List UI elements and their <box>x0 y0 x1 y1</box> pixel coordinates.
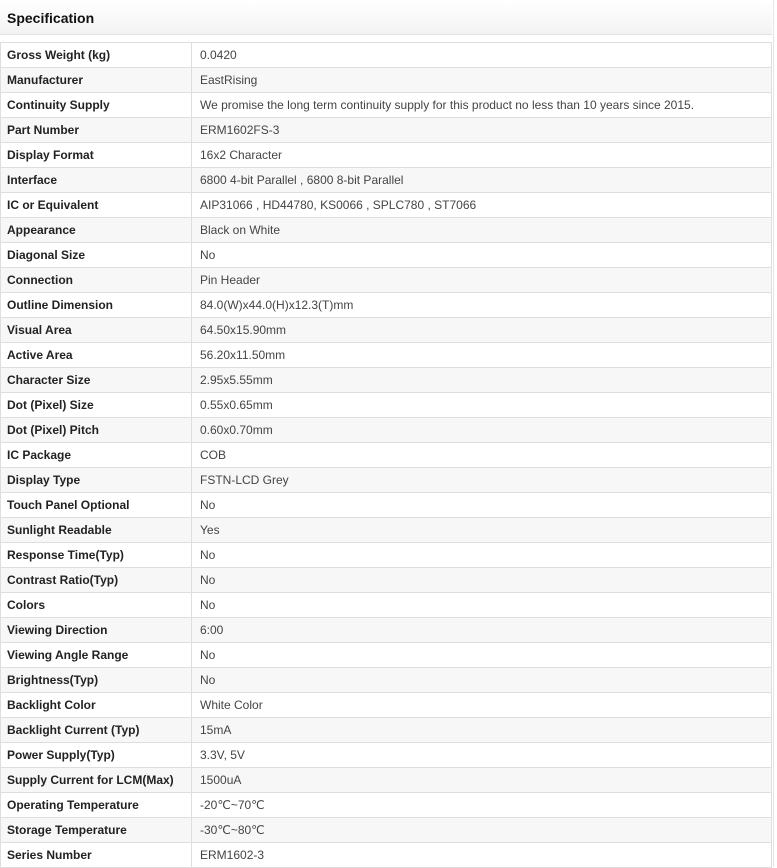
spec-row <box>1 543 772 568</box>
spec-row <box>1 743 772 768</box>
spec-value: Pin Header <box>192 268 772 293</box>
spec-label: Appearance <box>1 218 192 243</box>
spec-label: Gross Weight (kg) <box>1 43 192 68</box>
spec-label: Manufacturer <box>1 68 192 93</box>
spec-row <box>1 843 772 868</box>
spec-label: Character Size <box>1 368 192 393</box>
spec-row <box>1 43 772 68</box>
spec-value: We promise the long term continuity supply for this product no less than 10 years since 2015. <box>192 93 772 118</box>
spec-value: No <box>192 543 772 568</box>
spec-label: Backlight Color <box>1 693 192 718</box>
spec-row <box>1 243 772 268</box>
spec-row <box>1 368 772 393</box>
spec-row <box>1 668 772 693</box>
spec-value: White Color <box>192 693 772 718</box>
spec-value: 15mA <box>192 718 772 743</box>
spec-value: AIP31066 , HD44780, KS0066 , SPLC780 , ST7066 <box>192 193 772 218</box>
spec-row <box>1 443 772 468</box>
spec-value: Black on White <box>192 218 772 243</box>
spec-row <box>1 318 772 343</box>
spec-value: FSTN-LCD Grey <box>192 468 772 493</box>
spec-row <box>1 218 772 243</box>
spec-label: Continuity Supply <box>1 93 192 118</box>
spec-value: 0.55x0.65mm <box>192 393 772 418</box>
spec-row <box>1 493 772 518</box>
spec-value: -30℃~80℃ <box>192 818 772 843</box>
spec-value: 64.50x15.90mm <box>192 318 772 343</box>
spec-label: Series Number <box>1 843 192 868</box>
spec-value: No <box>192 593 772 618</box>
spec-value: 2.95x5.55mm <box>192 368 772 393</box>
spec-value: 84.0(W)x44.0(H)x12.3(T)mm <box>192 293 772 318</box>
spec-row <box>1 393 772 418</box>
right-edge-divider <box>773 0 774 867</box>
spec-label: Contrast Ratio(Typ) <box>1 568 192 593</box>
spec-value: No <box>192 643 772 668</box>
spec-value: 6:00 <box>192 618 772 643</box>
spec-row <box>1 268 772 293</box>
spec-value: 0.60x0.70mm <box>192 418 772 443</box>
spec-label: Operating Temperature <box>1 793 192 818</box>
spec-label: Viewing Direction <box>1 618 192 643</box>
spec-row <box>1 768 772 793</box>
spec-label: Colors <box>1 593 192 618</box>
spec-row <box>1 593 772 618</box>
spec-label: Interface <box>1 168 192 193</box>
spec-row <box>1 118 772 143</box>
specification-table-body <box>1 43 772 868</box>
spec-label: Outline Dimension <box>1 293 192 318</box>
spec-label: Diagonal Size <box>1 243 192 268</box>
spec-label: Viewing Angle Range <box>1 643 192 668</box>
spec-row <box>1 293 772 318</box>
spec-label: Display Type <box>1 468 192 493</box>
spec-label: Connection <box>1 268 192 293</box>
spec-row <box>1 68 772 93</box>
spec-value: 3.3V, 5V <box>192 743 772 768</box>
spec-row <box>1 468 772 493</box>
specification-table <box>0 42 772 868</box>
spec-value: 56.20x11.50mm <box>192 343 772 368</box>
spec-row <box>1 793 772 818</box>
spec-value: ERM1602-3 <box>192 843 772 868</box>
spec-label: IC or Equivalent <box>1 193 192 218</box>
spec-row <box>1 718 772 743</box>
spec-label: Active Area <box>1 343 192 368</box>
spec-label: Display Format <box>1 143 192 168</box>
spec-value: COB <box>192 443 772 468</box>
spec-label: Visual Area <box>1 318 192 343</box>
spec-value: 6800 4-bit Parallel , 6800 8-bit Parallel <box>192 168 772 193</box>
spec-label: Power Supply(Typ) <box>1 743 192 768</box>
spec-value: Yes <box>192 518 772 543</box>
spec-value: No <box>192 493 772 518</box>
spec-value: -20℃~70℃ <box>192 793 772 818</box>
spec-row <box>1 93 772 118</box>
specification-header <box>0 0 772 35</box>
spec-label: Sunlight Readable <box>1 518 192 543</box>
spec-label: Part Number <box>1 118 192 143</box>
spec-row <box>1 693 772 718</box>
spec-label: IC Package <box>1 443 192 468</box>
spec-row <box>1 518 772 543</box>
spec-label: Supply Current for LCM(Max) <box>1 768 192 793</box>
spec-row <box>1 168 772 193</box>
spec-label: Response Time(Typ) <box>1 543 192 568</box>
spec-value: No <box>192 243 772 268</box>
spec-row <box>1 343 772 368</box>
spec-row <box>1 618 772 643</box>
section-title: Specification <box>7 10 95 26</box>
spec-label: Storage Temperature <box>1 818 192 843</box>
spec-value: 16x2 Character <box>192 143 772 168</box>
spec-row <box>1 418 772 443</box>
spec-label: Dot (Pixel) Pitch <box>1 418 192 443</box>
spec-value: 1500uA <box>192 768 772 793</box>
spec-row <box>1 143 772 168</box>
spec-value: EastRising <box>192 68 772 93</box>
spec-value: ERM1602FS-3 <box>192 118 772 143</box>
spec-label: Dot (Pixel) Size <box>1 393 192 418</box>
spec-row <box>1 193 772 218</box>
spec-label: Brightness(Typ) <box>1 668 192 693</box>
spec-label: Backlight Current (Typ) <box>1 718 192 743</box>
spec-value: No <box>192 568 772 593</box>
spec-value: No <box>192 668 772 693</box>
spec-row <box>1 568 772 593</box>
spec-label: Touch Panel Optional <box>1 493 192 518</box>
spec-row <box>1 818 772 843</box>
spec-value: 0.0420 <box>192 43 772 68</box>
spec-row <box>1 643 772 668</box>
